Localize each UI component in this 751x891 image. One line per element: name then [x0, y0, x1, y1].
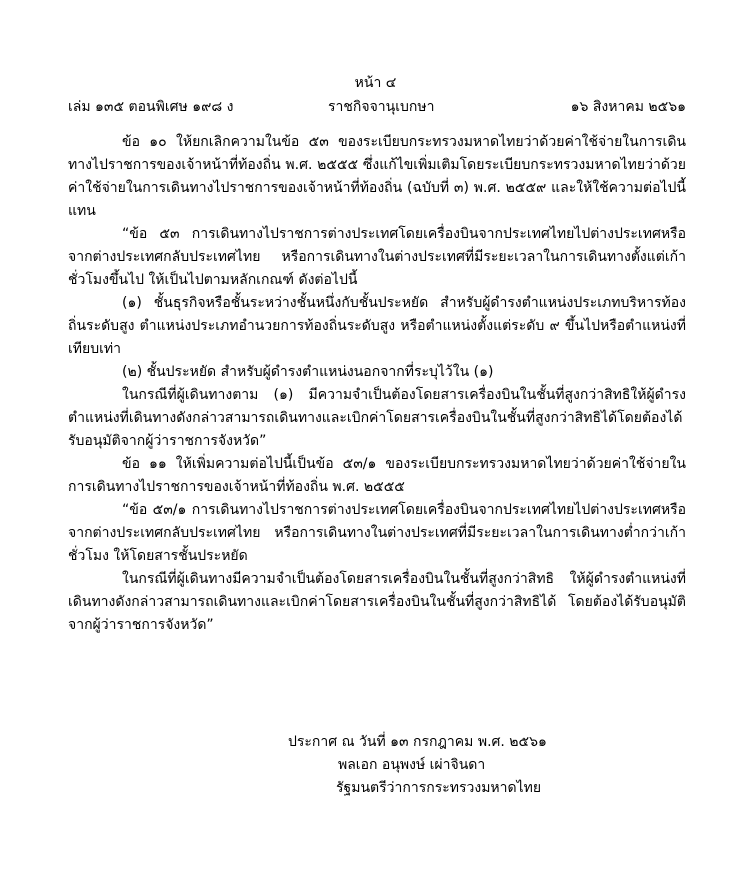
header-volume-issue: เล่ม ๑๓๕ ตอนพิเศษ ๑๙๘ ง [68, 99, 234, 115]
page-number: หน้า ๔ [354, 75, 397, 91]
paragraph-clause-11: ข้อ ๑๑ ให้เพิ่มความต่อไปนี้เป็นข้อ ๕๓/๑ ของระเบียบกระทรวงมหาดไทยว่าด้วยค่าใช้จ่ายในการเดินทางไปราชการของเจ้าหน้าที่ท้องถิ่น พ.ศ. ๒๕๕๕ [68, 456, 686, 495]
paragraph-item-1: (๑) ชั้นธุรกิจหรือชั้นระหว่างชั้นหนึ่งกับชั้นประหยัด สำหรับผู้ดำรงตำแหน่งประเภทบริหารท้องถิ่นระดับสูง ตำแหน่งประเภทอำนวยการท้องถิ่นระดับสูง หรือตำแหน่งตั้งแต่ระดับ ๙ ขึ้นไปหรือตำแหน่งที่เทียบเท่า [68, 295, 686, 357]
paragraph-exception-53-1: ในกรณีที่ผู้เดินทางมีความจำเป็นต้องโดยสารเครื่องบินในชั้นที่สูงกว่าสิทธิ ให้ผู้ดำรงตำแหน่งที่เดินทางดังกล่าวสามารถเดินทางและเบิกค่าโดยสารเครื่องบินในชั้นที่สูงกว่าสิทธิได้ โดยต้องได้รับอนุมัติจากผู้ว่าราชการจังหวัด” [68, 571, 686, 633]
header-gazette-title: ราชกิจจานุเบกษา [328, 99, 435, 115]
paragraph-item-2: (๒) ชั้นประหยัด สำหรับผู้ดำรงตำแหน่งนอกจากที่ระบุไว้ใน (๑) [122, 364, 494, 380]
announcement-date: ประกาศ ณ วันที่ ๑๓ กรกฎาคม พ.ศ. ๒๕๖๑ [288, 734, 547, 750]
paragraph-clause-53: “ข้อ ๕๓ การเดินทางไปราชการต่างประเทศโดยเครื่องบินจากประเทศไทยไปต่างประเทศหรือจากต่างประเทศกลับประเทศไทย หรือการเดินทางในต่างประเทศที่มีระยะเวลาในการเดินทางตั้งแต่เก้าชั่วโมงขึ้นไป ให้เป็นไปตามหลักเกณฑ์ ดังต่อไปนี้ [68, 226, 686, 288]
paragraph-clause-53-1: “ข้อ ๕๓/๑ การเดินทางไปราชการต่างประเทศโดยเครื่องบินจากประเทศไทยไปต่างประเทศหรือจากต่างประเทศกลับประเทศไทย หรือการเดินทางในต่างประเทศที่มีระยะเวลาในการเดินทางต่ำกว่าเก้าชั่วโมง ให้โดยสารชั้นประหยัด [68, 502, 686, 564]
paragraph-clause-10: ข้อ ๑๐ ให้ยกเลิกความในข้อ ๕๓ ของระเบียบกระทรวงมหาดไทยว่าด้วยค่าใช้จ่ายในการเดินทางไปราชการของเจ้าหน้าที่ท้องถิ่น พ.ศ. ๒๕๕๕ ซึ่งแก้ไขเพิ่มเติมโดยระเบียบกระทรวงมหาดไทยว่าด้วยค่าใช้จ่ายในการเดินทางไปราชการของเจ้าหน้าที่ท้องถิ่น (ฉบับที่ ๓) พ.ศ. ๒๕๕๙ และให้ใช้ความต่อไปนี้แทน [68, 134, 686, 219]
signatory-name: พลเอก อนุพงษ์ เผ่าจินดา [338, 757, 486, 773]
header-date: ๑๖ สิงหาคม ๒๕๖๑ [570, 99, 686, 115]
signature-block [288, 731, 547, 800]
paragraph-exception-53: ในกรณีที่ผู้เดินทางตาม (๑) มีความจำเป็นต้องโดยสารเครื่องบินในชั้นที่สูงกว่าสิทธิให้ผู้ดำรงตำแหน่งที่เดินทางดังกล่าวสามารถเดินทางและเบิกค่าโดยสารเครื่องบินในชั้นที่สูงกว่าสิทธิได้โดยต้องได้รับอนุมัติจากผู้ว่าราชการจังหวัด” [68, 387, 686, 449]
document-body [68, 131, 686, 637]
gazette-header [68, 96, 686, 116]
signatory-position: รัฐมนตรีว่าการกระทรวงมหาดไทย [336, 780, 542, 796]
